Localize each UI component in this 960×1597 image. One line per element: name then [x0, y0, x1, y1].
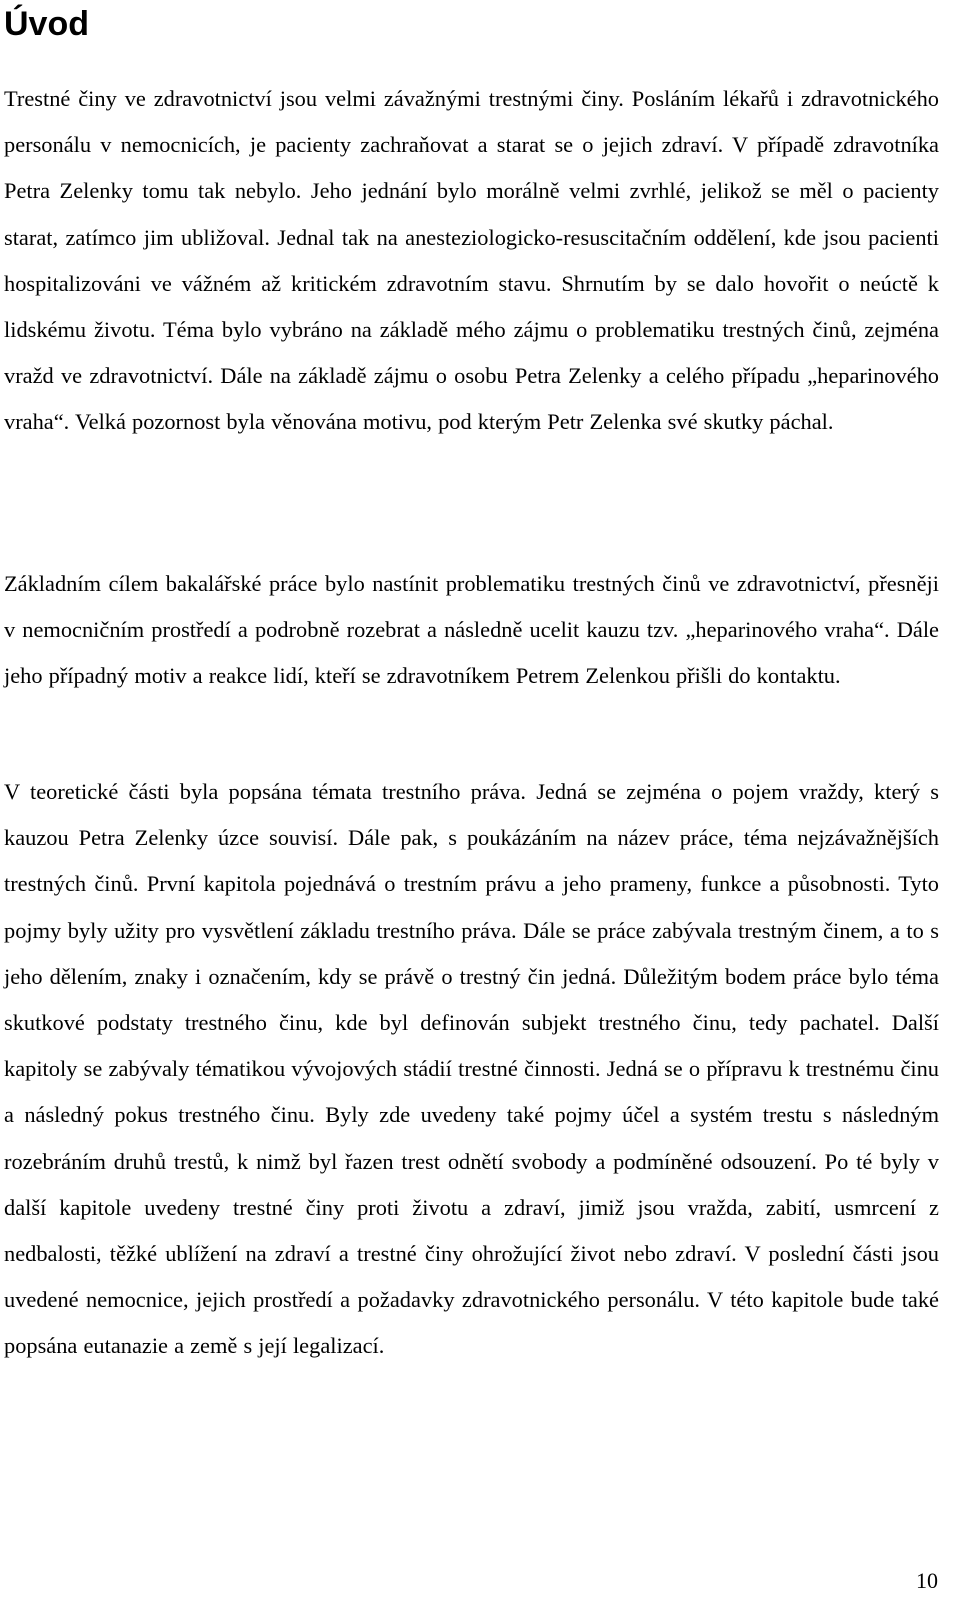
paragraph-goal: Základním cílem bakalářské práce bylo nastínit problematiku trestných činů ve zdravotnictví, přesněji v nemocničním prostředí a podrobně rozebrat a následně ucelit kauzu tzv. „heparinového vraha“. Dále jeho případný motiv a reakce lidí, kteří se zdravotníkem Petrem Zelenkou přišli do kontaktu.: [4, 571, 939, 689]
paragraph-theory: V teoretické části byla popsána témata trestního práva. Jedná se zejména o pojem vraždy, který s kauzou Petra Zelenky úzce souvisí. Dále pak, s poukázáním na název práce, téma nejzávažnějších trestných činů. První kapitola pojednává o trestním právu a jeho prameny, funkce a působnosti. Tyto pojmy byly užity pro vysvětlení základu trestního práva. Dále se práce zabývala trestným činem, a to s jeho dělením, znaky i označením, kdy se právě o trestný čin jedná. Důležitým bodem práce bylo téma skutkové podstaty trestného činu, kde byl definován subjekt trestného činu, tedy pachatel. Další kapitoly se zabývaly tématikou vývojových stádií trestné činnosti. Jedná se o přípravu k trestnému činu a následný pokus trestného činu. Byly zde uvedeny také pojmy účel a systém trestu s následným rozebráním druhů trestů, k nimž byl řazen trest odnětí svobody a podmíněné odsouzení. Po té byly v další kapitole uvedeny trestné činy proti životu a zdraví, jimiž jsou vražda, zabití, usmrcení z nedbalosti, těžké ublížení na zdraví a trestné činy ohrožující život nebo zdraví. V poslední části jsou uvedené nemocnice, jejich prostředí a požadavky zdravotnického personálu. V této kapitole bude také popsána eutanazie a země s její legalizací.: [4, 779, 939, 1359]
section-heading: Úvod: [4, 5, 89, 43]
page-number: 10: [916, 1568, 938, 1593]
paragraph-intro: Trestné činy ve zdravotnictví jsou velmi závažnými trestnými činy. Posláním lékařů i zdravotnického personálu v nemocnicích, je pacienty zachraňovat a starat se o jejich zdraví. V případě zdravotníka Petra Zelenky tomu tak nebylo. Jeho jednání bylo morálně velmi zvrhlé, jelikož se měl o pacienty starat, zatímco jim ubližoval. Jednal tak na anesteziologicko-resuscitačním oddělení, kde jsou pacienti hospitalizováni ve vážném až kritickém zdravotním stavu. Shrnutím by se dalo hovořit o neúctě k lidskému životu. Téma bylo vybráno na základě mého zájmu o problematiku trestných činů, zejména vražd ve zdravotnictví. Dále na základě zájmu o osobu Petra Zelenky a celého případu „heparinového vraha“. Velká pozornost byla věnována motivu, pod kterým Petr Zelenka své skutky páchal.: [4, 86, 939, 435]
